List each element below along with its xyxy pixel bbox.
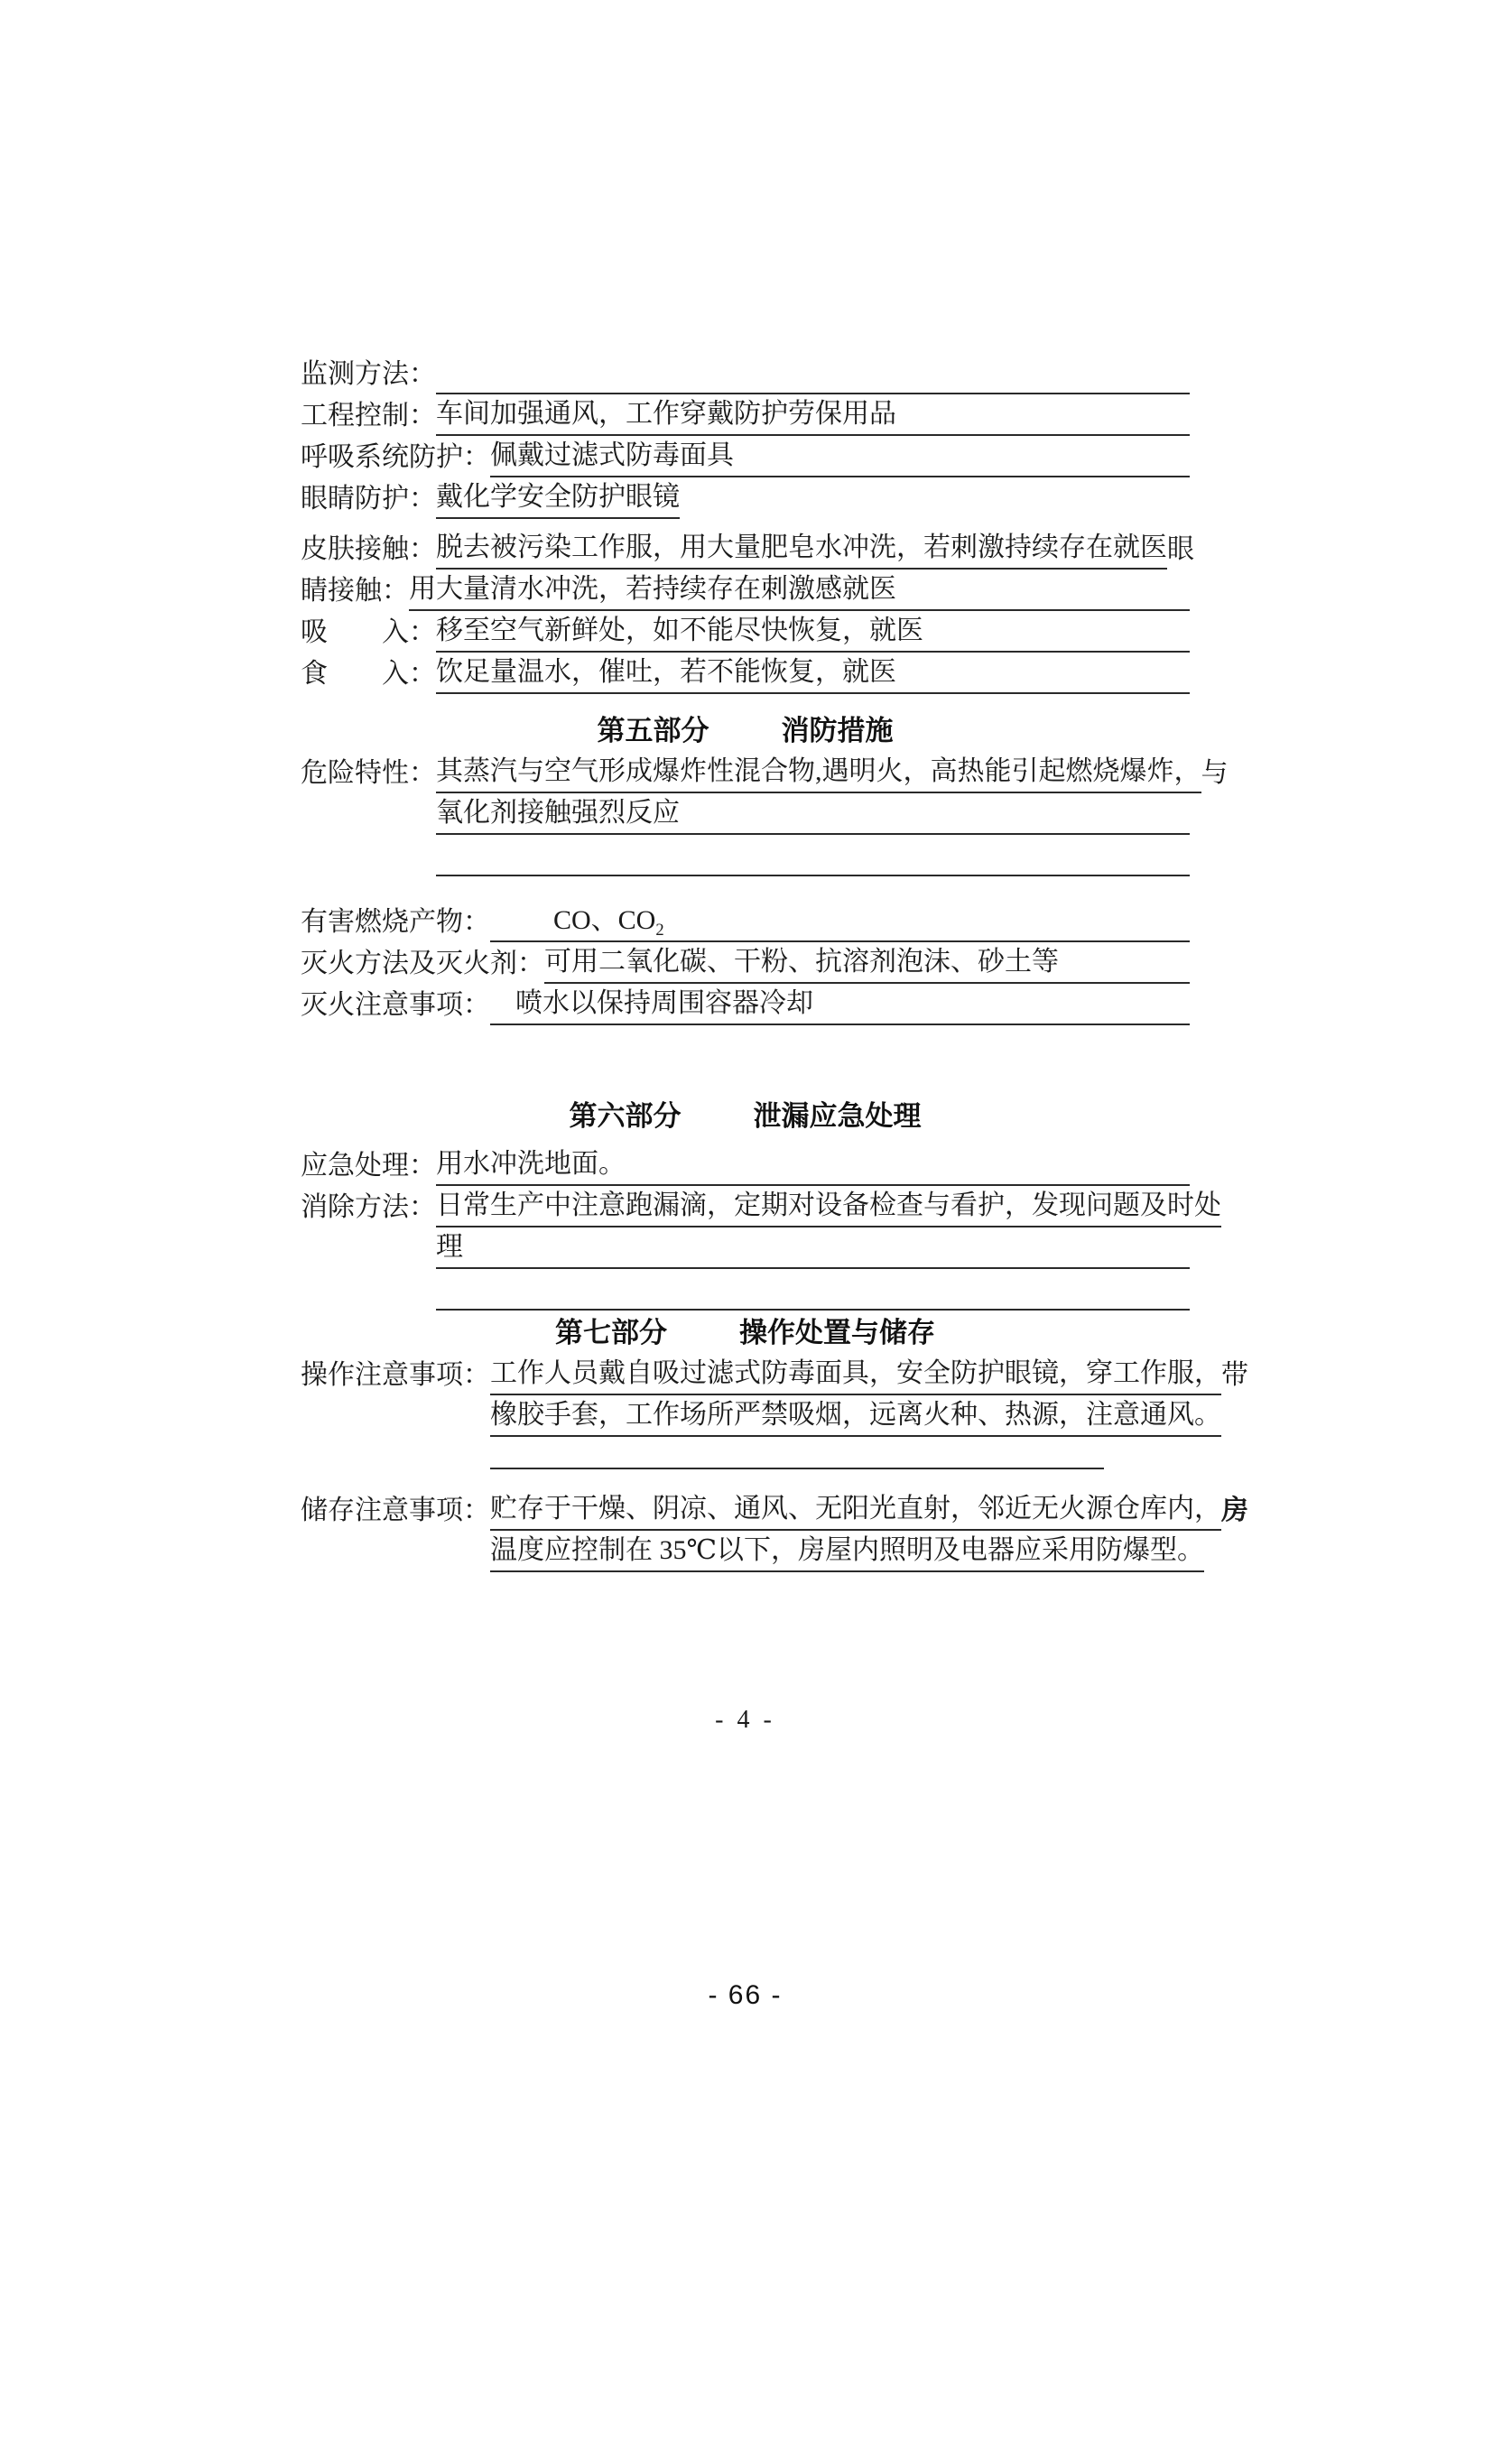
field-label: 有害燃烧产物： xyxy=(301,907,490,937)
blank-underline xyxy=(490,1464,1104,1469)
field-row-removal-method xyxy=(301,1186,1221,1227)
wrapped-character: 房 xyxy=(1221,1496,1248,1525)
field-label: 皮肤接触： xyxy=(301,534,436,564)
field-label: 睛接触： xyxy=(301,576,409,606)
section-title: 消防措施 xyxy=(781,715,894,746)
field-label: 储存注意事项： xyxy=(301,1496,490,1525)
field-row-operation-continuation xyxy=(301,1395,1221,1437)
field-label: 监测方法： xyxy=(301,359,436,389)
wrapped-character: 带 xyxy=(1221,1360,1248,1390)
section-number: 第五部分 xyxy=(597,715,709,746)
field-label: 危险特性： xyxy=(301,758,436,788)
field-row-combustion-products xyxy=(301,901,1190,942)
field-label: 消除方法： xyxy=(301,1192,436,1222)
field-label: 灭火注意事项： xyxy=(301,990,490,1020)
field-row-storage-precautions xyxy=(301,1489,1248,1531)
field-label: 食 入： xyxy=(301,659,436,689)
field-row-engineering-control xyxy=(301,394,1190,436)
field-value-underline: 用大量清水冲洗，若持续存在刺激感就医 xyxy=(409,566,1190,611)
wrapped-character: 与 xyxy=(1201,758,1229,788)
field-row-storage-continuation xyxy=(301,1531,1205,1572)
blank-underline xyxy=(436,871,1190,876)
field-value-underline: 喷水以保持周围容器冷却 xyxy=(490,980,1190,1025)
field-row-operation-blank-line xyxy=(301,1437,1190,1469)
field-value-underline: 贮存于干燥、阴凉、通风、无阳光直射，邻近无火源仓库内， xyxy=(490,1486,1221,1531)
field-value-underline: 其蒸汽与空气形成爆炸性混合物,遇明火，高热能引起燃烧爆炸， xyxy=(436,748,1201,793)
field-value-underline: 温度应控制在 35℃以下，房屋内照明及电器应采用防爆型。 xyxy=(490,1527,1204,1572)
field-row-firefighting-caution xyxy=(301,984,1190,1025)
document-page xyxy=(301,353,1248,2011)
field-value-underline: 脱去被污染工作服，用大量肥皂水冲洗，若刺激持续存在就医 xyxy=(436,524,1167,570)
field-row-monitor-method xyxy=(301,353,1190,394)
field-row-operation-precautions xyxy=(301,1354,1248,1395)
field-row-ingestion xyxy=(301,653,1190,694)
field-row-removal-blank-line xyxy=(301,1269,1190,1311)
field-row-respiratory-protection xyxy=(301,436,1190,477)
section-heading-part7 xyxy=(301,1311,1190,1352)
field-value-underline: 车间加强通风，工作穿戴防护劳保用品 xyxy=(436,391,1190,436)
inner-page-number: - 4 - xyxy=(715,1706,775,1734)
field-value-underline: 饮足量温水，催吐，若不能恢复，就医 xyxy=(436,649,1190,694)
field-value-underline: 用水冲洗地面。 xyxy=(436,1141,1190,1186)
field-value-underline: 可用二氧化碳、干粉、抗溶剂泡沫、砂土等 xyxy=(544,939,1190,984)
field-value-underline: 理 xyxy=(436,1224,1190,1269)
field-label: 吸 入： xyxy=(301,617,436,647)
field-label: 工程控制： xyxy=(301,401,436,431)
wrapped-character: 眼 xyxy=(1167,534,1194,564)
footer-page-number: - 66 - xyxy=(708,1980,783,2010)
field-value-underline: 戴化学安全防护眼镜 xyxy=(436,474,680,519)
section-heading-part6 xyxy=(301,1094,1190,1135)
field-row-removal-continuation xyxy=(301,1227,1190,1269)
field-label: 应急处理： xyxy=(301,1151,436,1181)
field-value-underline xyxy=(490,897,1190,942)
section-heading-part5 xyxy=(301,709,1190,750)
field-row-extinguishing-method xyxy=(301,942,1190,984)
field-value-underline: 佩戴过滤式防毒面具 xyxy=(490,432,1190,477)
chemical-formula: CO、CO xyxy=(553,905,656,935)
field-row-hazard-characteristics xyxy=(301,752,1229,793)
field-label: 灭火方法及灭火剂： xyxy=(301,949,544,978)
field-row-skin-contact xyxy=(301,528,1194,570)
field-label: 操作注意事项： xyxy=(301,1360,490,1390)
field-value-underline: 工作人员戴自吸过滤式防毒面具，安全防护眼镜，穿工作服， xyxy=(490,1350,1221,1395)
field-row-eye-protection xyxy=(301,477,1190,519)
field-label: 呼吸系统防护： xyxy=(301,442,490,472)
section-title: 操作处置与储存 xyxy=(739,1317,935,1348)
field-value-underline: 橡胶手套，工作场所严禁吸烟，远离火种、热源，注意通风。 xyxy=(490,1392,1221,1437)
field-row-hazard-continuation xyxy=(301,793,1190,835)
field-row-emergency-handling xyxy=(301,1144,1190,1186)
formula-subscript: 2 xyxy=(655,921,664,940)
field-label: 眼睛防护： xyxy=(301,484,436,514)
field-row-hazard-blank-line xyxy=(301,835,1190,876)
section-title: 泄漏应急处理 xyxy=(753,1100,922,1132)
section-number: 第七部分 xyxy=(555,1317,667,1348)
field-value-underline: 氧化剂接触强烈反应 xyxy=(436,790,1190,835)
field-row-inhalation xyxy=(301,611,1190,653)
section-number: 第六部分 xyxy=(569,1100,682,1132)
field-value-underline: 日常生产中注意跑漏滴，定期对设备检查与看护，发现问题及时处 xyxy=(436,1182,1221,1227)
field-row-eye-contact xyxy=(301,570,1190,611)
field-value-underline: 移至空气新鲜处，如不能尽快恢复，就医 xyxy=(436,607,1190,653)
